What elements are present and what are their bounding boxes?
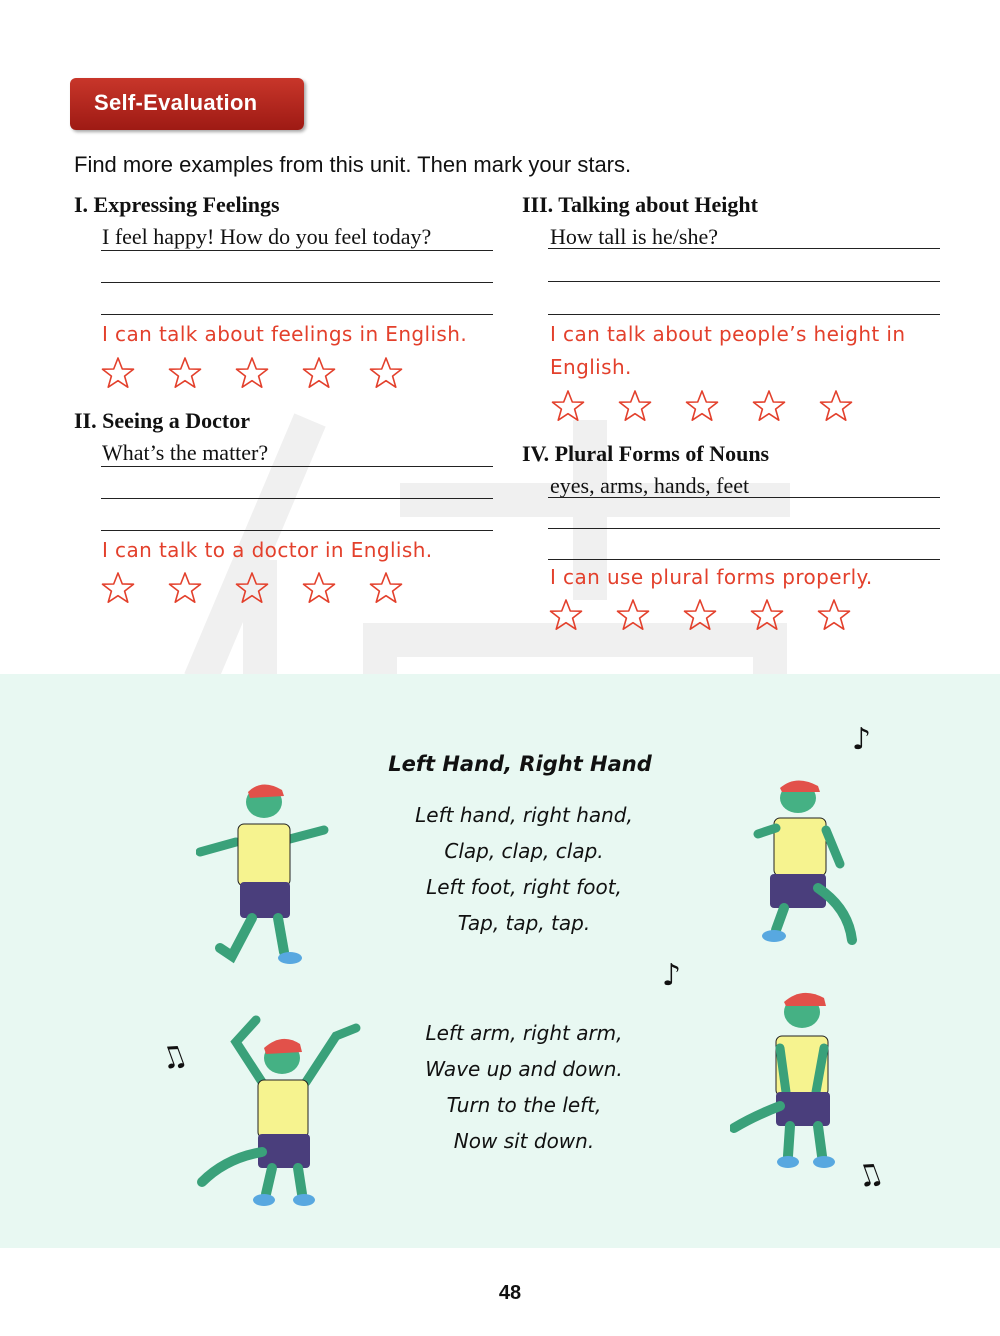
music-note-icon: ♫ — [850, 1154, 889, 1197]
star-outline-icon[interactable] — [816, 598, 852, 632]
star-outline-icon[interactable] — [617, 389, 653, 423]
music-note-icon: ♪ — [662, 958, 682, 993]
star-outline-icon[interactable] — [368, 571, 404, 605]
example-feelings: I feel happy! How do you feel today? — [102, 224, 432, 249]
page-number: 48 — [498, 1282, 522, 1304]
answer-line[interactable] — [548, 528, 940, 529]
answer-line[interactable] — [101, 250, 493, 251]
section-title-plural: IV. Plural Forms of Nouns — [522, 441, 770, 466]
song-line: Tap, tap, tap. — [457, 911, 591, 935]
answer-line[interactable] — [548, 248, 940, 249]
answer-line[interactable] — [101, 466, 493, 467]
answer-line[interactable] — [548, 497, 940, 498]
music-note-icon: ♫ — [154, 1036, 193, 1079]
star-rating-height — [550, 389, 854, 423]
example-height: How tall is he/she? — [550, 224, 719, 249]
badge-label: Self-Evaluation — [94, 90, 258, 115]
star-rating-doctor — [100, 571, 404, 605]
section-title-feelings: I. Expressing Feelings — [74, 192, 280, 217]
star-outline-icon[interactable] — [818, 389, 854, 423]
crocodile-illustration — [196, 1012, 364, 1208]
example-plural: eyes, arms, hands, feet — [550, 473, 750, 498]
star-outline-icon[interactable] — [234, 571, 270, 605]
star-outline-icon[interactable] — [100, 356, 136, 390]
star-rating-plural — [548, 598, 852, 632]
music-note-icon: ♪ — [852, 722, 872, 757]
star-rating-feelings — [100, 356, 404, 390]
crocodile-illustration — [196, 782, 332, 978]
star-outline-icon[interactable] — [301, 571, 337, 605]
song-line: Left arm, right arm, — [425, 1021, 623, 1045]
can-statement-feelings: I can talk about feelings in English. — [102, 322, 468, 346]
song-line: Left foot, right foot, — [426, 875, 622, 899]
instruction-text: Find more examples from this unit. Then mark your stars. — [74, 152, 632, 177]
crocodile-illustration — [748, 778, 860, 948]
answer-line[interactable] — [101, 314, 493, 315]
section-title-height: III. Talking about Height — [522, 192, 758, 217]
answer-line[interactable] — [101, 498, 493, 499]
star-outline-icon[interactable] — [548, 598, 584, 632]
answer-line[interactable] — [548, 281, 940, 282]
star-outline-icon[interactable] — [301, 356, 337, 390]
song-line: Wave up and down. — [425, 1057, 623, 1081]
star-outline-icon[interactable] — [550, 389, 586, 423]
star-outline-icon[interactable] — [234, 356, 270, 390]
can-statement-doctor: I can talk to a doctor in English. — [102, 538, 433, 562]
song-line: Left hand, right hand, — [415, 803, 633, 827]
star-outline-icon[interactable] — [167, 571, 203, 605]
answer-line[interactable] — [548, 559, 940, 560]
example-doctor: What’s the matter? — [102, 440, 269, 465]
song-line: Turn to the left, — [446, 1093, 602, 1117]
star-outline-icon[interactable] — [100, 571, 136, 605]
song-line: Now sit down. — [453, 1129, 595, 1153]
star-outline-icon[interactable] — [682, 598, 718, 632]
star-outline-icon[interactable] — [615, 598, 651, 632]
self-evaluation-badge — [70, 78, 304, 130]
section-title-doctor: II. Seeing a Doctor — [74, 408, 250, 433]
star-outline-icon[interactable] — [751, 389, 787, 423]
crocodile-illustration — [730, 988, 848, 1178]
star-outline-icon[interactable] — [167, 356, 203, 390]
song-line: Clap, clap, clap. — [444, 839, 604, 863]
answer-line[interactable] — [548, 314, 940, 315]
star-outline-icon[interactable] — [368, 356, 404, 390]
star-outline-icon[interactable] — [749, 598, 785, 632]
star-outline-icon[interactable] — [684, 389, 720, 423]
answer-line[interactable] — [101, 282, 493, 283]
can-statement-height: I can talk about people’s height in English. — [550, 322, 906, 379]
can-statement-plural: I can use plural forms properly. — [550, 565, 873, 589]
song-title: Left Hand, Right Hand — [388, 752, 652, 776]
answer-line[interactable] — [101, 530, 493, 531]
